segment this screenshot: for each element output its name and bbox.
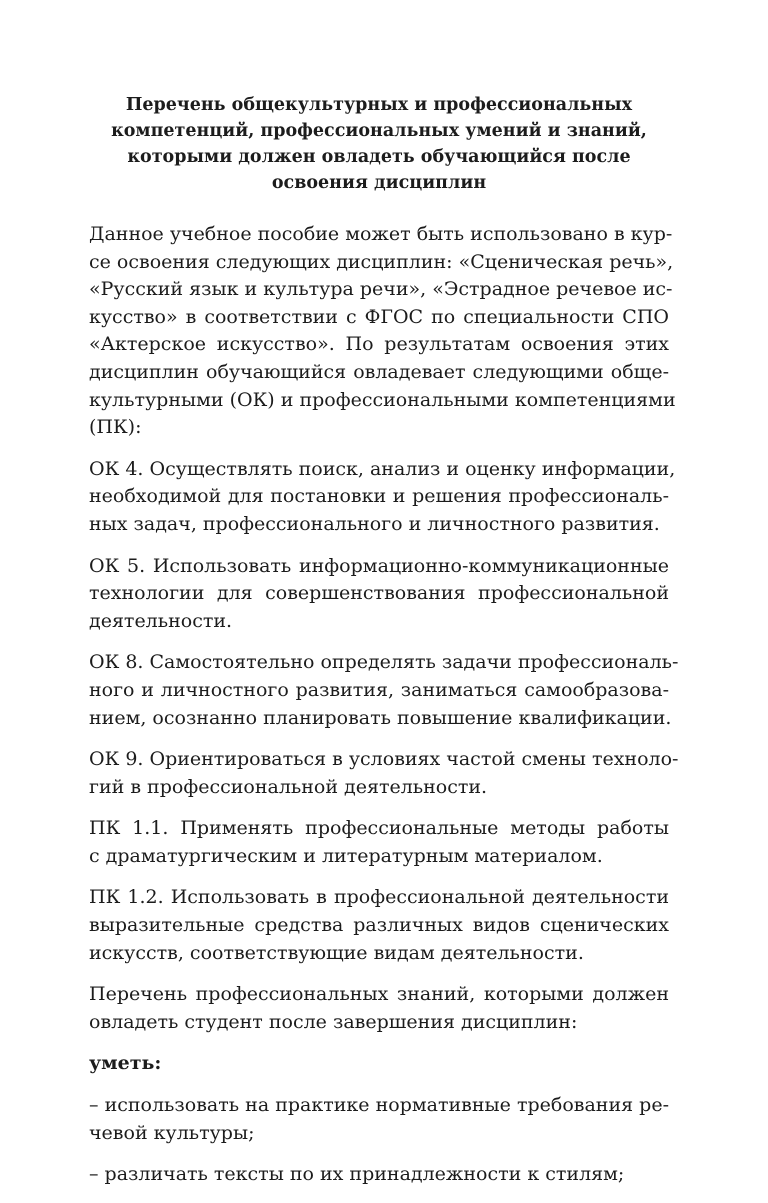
text-line: «Актерское искусство». По результатам освоения этих <box>89 333 669 356</box>
text-line: «Русский язык и культура речи», «Эстрадное речевое ис- <box>89 278 673 301</box>
competency-pk11 <box>89 815 669 870</box>
text-line: (ПК): <box>89 416 142 439</box>
text-line: чевой культуры; <box>89 1121 255 1144</box>
text-line: – различать тексты по их принадлежности к стилям; <box>89 1163 625 1186</box>
text-line: ОК 4. Осуществлять поиск, анализ и оценку информации, <box>89 457 676 480</box>
text-line: выразительные средства различных видов сценических <box>89 914 669 937</box>
text-line: дисциплин обучающийся овладевает следующими обще- <box>89 360 669 383</box>
title-line: которыми должен овладеть обучающийся после <box>127 147 631 167</box>
text-line: овладеть студент после завершения дисциплин: <box>89 1010 578 1033</box>
text-line: ПК 1.2. Использовать в профессиональной деятельности <box>89 886 669 909</box>
knowledge-paragraph <box>89 981 669 1036</box>
skills-heading-text: уметь: <box>89 1052 162 1075</box>
text-line: искусств, соответствующие видам деятельности. <box>89 941 584 964</box>
text-line: гий в профессиональной деятельности. <box>89 775 488 798</box>
title-line: освоения дисциплин <box>271 173 487 193</box>
text-line: ПК 1.1. Применять профессиональные методы работы <box>89 817 669 840</box>
text-line: ного и личностного развития, заниматься самообразова- <box>89 678 669 701</box>
skill-item <box>89 1161 669 1189</box>
skills-heading <box>89 1050 669 1078</box>
competency-ok8 <box>89 649 679 732</box>
text-line: Перечень профессиональных знаний, которыми должен <box>89 983 669 1006</box>
title-line: компетенций, профессиональных умений и знаний, <box>111 121 647 141</box>
text-line: – использовать на практике нормативные требования ре- <box>89 1094 669 1117</box>
page-title <box>89 92 669 196</box>
competency-ok9 <box>89 746 679 801</box>
text-line: ОК 9. Ориентироваться в условиях частой смены техноло- <box>89 748 679 771</box>
text-line: нием, осознанно планировать повышение квалификации. <box>89 706 672 729</box>
competency-ok5 <box>89 553 669 636</box>
text-line: ных задач, профессионального и личностного развития. <box>89 512 660 535</box>
title-line: Перечень общекультурных и профессиональных <box>125 95 633 115</box>
text-line: культурными (ОК) и профессиональными компетенциями <box>89 388 676 411</box>
text-line: деятельности. <box>89 609 233 632</box>
page-content <box>89 92 679 1203</box>
text-line: технологии для совершенствования профессиональной <box>89 582 669 605</box>
text-line: ОК 5. Использовать информационно-коммуникационные <box>89 554 669 577</box>
competency-pk12 <box>89 884 669 967</box>
intro-paragraph <box>89 221 676 442</box>
skill-item <box>89 1092 669 1147</box>
text-line: кусство» в соответствии с ФГОС по специальности СПО <box>89 305 669 328</box>
text-line: се освоения следующих дисциплин: «Сценическая речь», <box>89 250 674 273</box>
competency-ok4 <box>89 456 676 539</box>
text-line: необходимой для постановки и решения профессиональ- <box>89 485 669 508</box>
text-line: Данное учебное пособие может быть использовано в кур- <box>89 223 673 245</box>
text-line: с драматургическим и литературным материалом. <box>89 844 603 867</box>
text-line: ОК 8. Самостоятельно определять задачи профессиональ- <box>89 651 679 674</box>
